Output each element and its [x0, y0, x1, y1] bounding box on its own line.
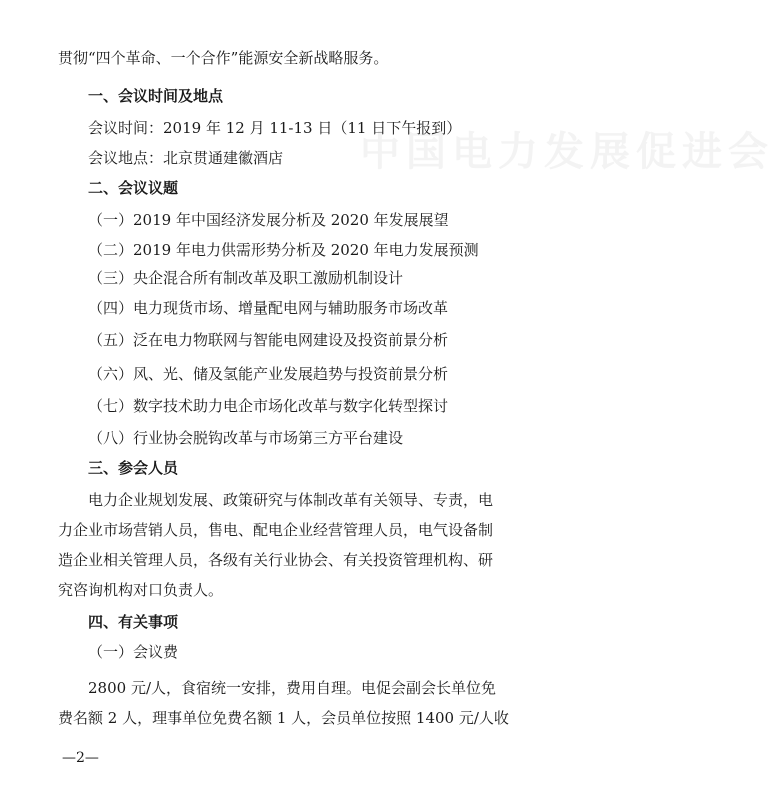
- page-number: —2—: [62, 750, 99, 766]
- topic-item: （八）行业协会脱钩改革与市场第三方平台建设: [88, 429, 404, 447]
- attendees-line: 电力企业规划发展、政策研究与体制改革有关领导、专责，电: [88, 491, 494, 509]
- topic-item: （六）风、光、储及氢能产业发展趋势与投资前景分析: [88, 365, 449, 383]
- topic-item: （一）2019 年中国经济发展分析及 2020 年发展展望: [88, 211, 449, 229]
- topic-item: （三）央企混合所有制改革及职工激励机制设计: [88, 269, 404, 287]
- meeting-time: 会议时间：2019 年 12 月 11-13 日（11 日下午报到）: [88, 119, 462, 137]
- attendees-line: 力企业市场营销人员，售电、配电企业经营管理人员，电气设备制: [58, 521, 494, 539]
- section4-heading: 四、有关事项: [88, 613, 179, 631]
- section2-heading: 二、会议议题: [88, 179, 179, 197]
- topic-item: （七）数字技术助力电企市场化改革与数字化转型探讨: [88, 397, 449, 415]
- attendees-line: 造企业相关管理人员，各级有关行业协会、有关投资管理机构、研: [58, 551, 494, 569]
- topic-item: （二）2019 年电力供需形势分析及 2020 年电力发展预测: [88, 241, 479, 259]
- section3-heading: 三、参会人员: [88, 459, 179, 477]
- watermark-text: 中国电力发展促进会: [360, 128, 774, 175]
- section1-heading: 一、会议时间及地点: [88, 87, 224, 105]
- fee-line: 2800 元/人，食宿统一安排，费用自理。电促会副会长单位免: [88, 679, 496, 697]
- intro-tail: 贯彻“四个革命、一个合作”能源安全新战略服务。: [58, 49, 389, 67]
- meeting-place: 会议地点：北京贯通建徽酒店: [88, 149, 284, 167]
- fee-subheading: （一）会议费: [88, 643, 179, 661]
- fee-line: 费名额 2 人，理事单位免费名额 1 人，会员单位按照 1400 元/人收: [58, 709, 509, 727]
- topic-item: （四）电力现货市场、增量配电网与辅助服务市场改革: [88, 299, 449, 317]
- attendees-line: 究咨询机构对口负责人。: [58, 581, 224, 599]
- topic-item: （五）泛在电力物联网与智能电网建设及投资前景分析: [88, 331, 449, 349]
